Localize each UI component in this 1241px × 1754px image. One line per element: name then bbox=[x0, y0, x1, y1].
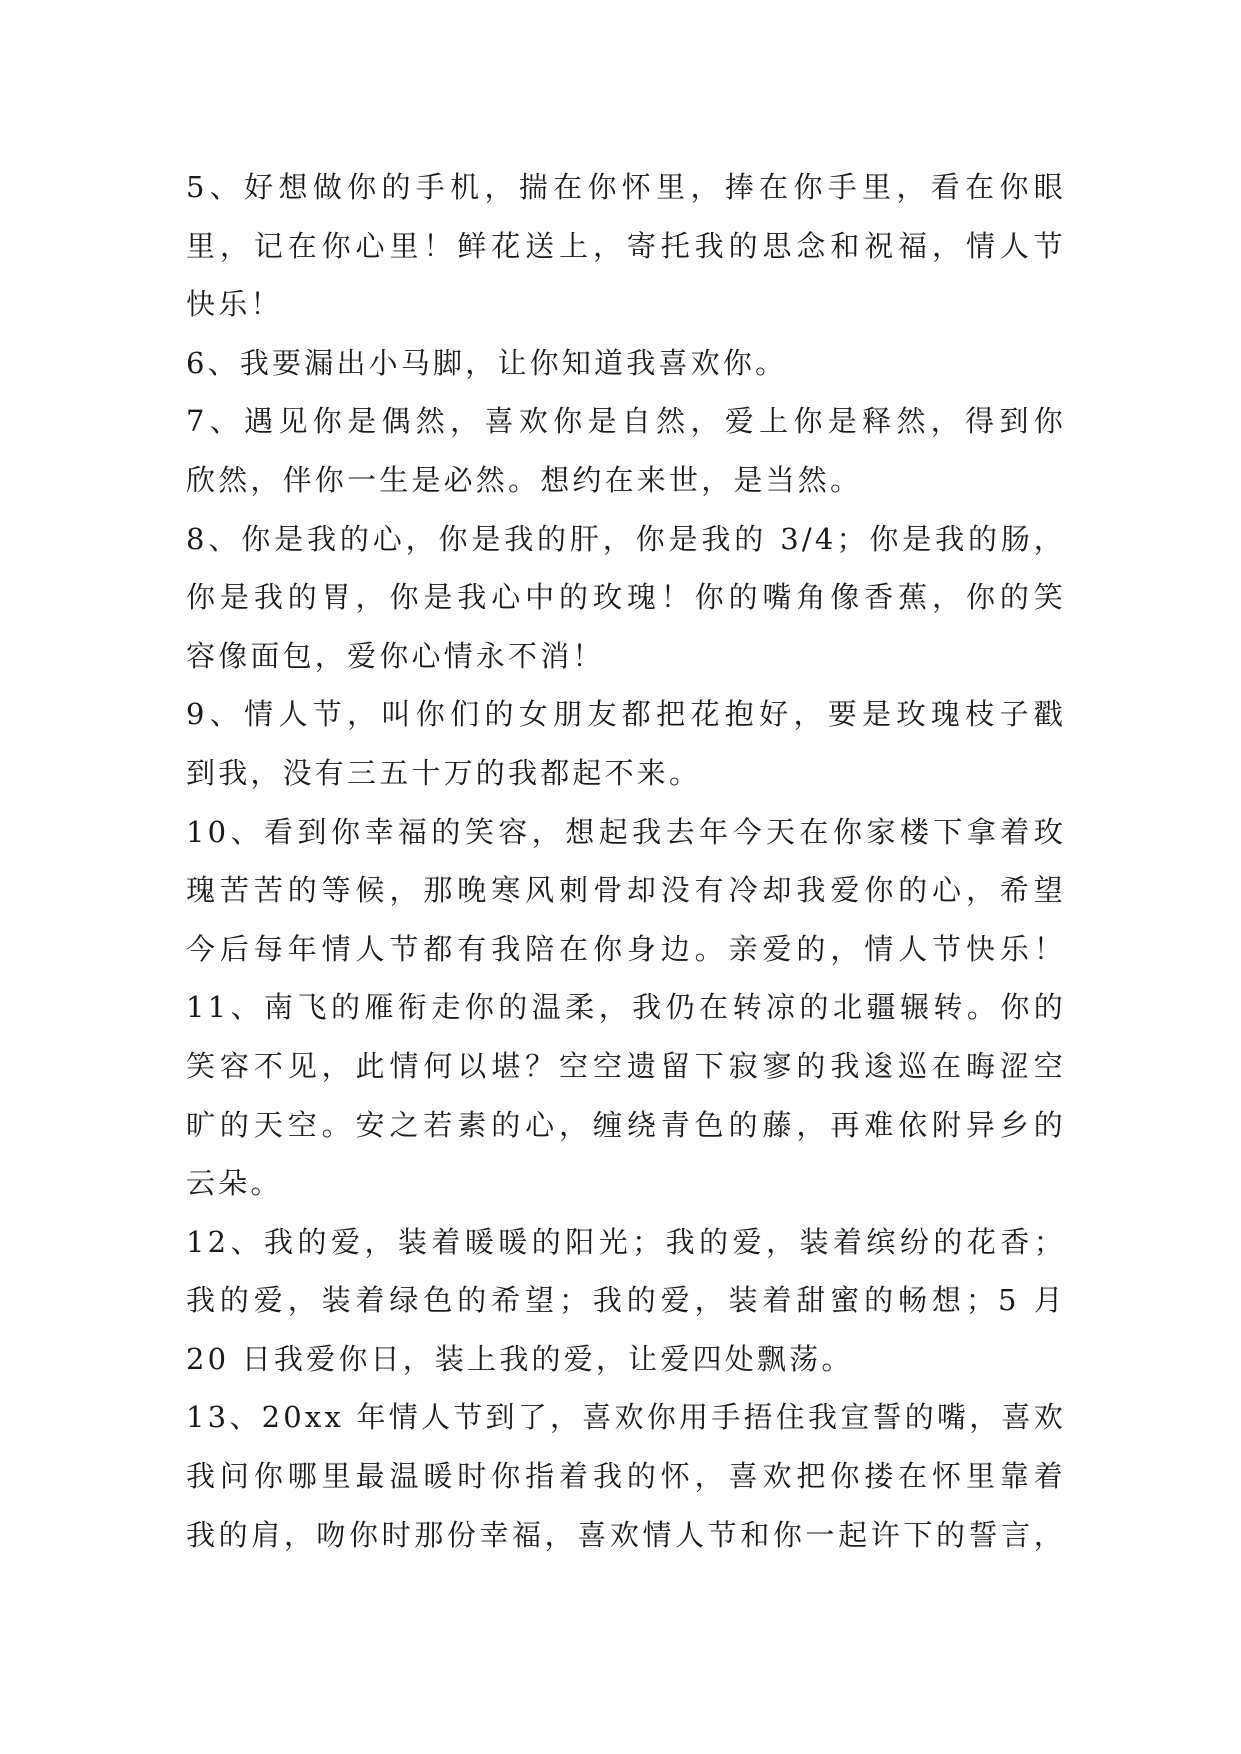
text-line: 13、20xx 年情人节到了，喜欢你用手捂住我宣誓的嘴，喜欢 bbox=[186, 1400, 1066, 1435]
text-line: 我问你哪里最温暖时你指着我的怀，喜欢把你搂在怀里靠着 bbox=[186, 1459, 1066, 1494]
text-line: 里，记在你心里！鲜花送上，寄托我的思念和祝福，情人节 bbox=[186, 228, 1066, 263]
text-line: 笑容不见，此情何以堪？空空遗留下寂寥的我逡巡在晦涩空 bbox=[186, 1048, 1066, 1083]
text-line: 快乐！ bbox=[186, 287, 283, 322]
text-line: 10、看到你幸福的笑容，想起我去年今天在你家楼下拿着玫 bbox=[186, 814, 1066, 849]
text-line: 8、你是我的心，你是我的肝，你是我的 3/4；你是我的肠， bbox=[186, 521, 1066, 556]
text-line: 7、遇见你是偶然，喜欢你是自然，爱上你是释然，得到你 bbox=[186, 404, 1066, 439]
text-line: 到我，没有三五十万的我都起不来。 bbox=[186, 755, 702, 790]
text-line: 欣然，伴你一生是必然。想约在来世，是当然。 bbox=[186, 462, 863, 497]
text-line: 云朵。 bbox=[186, 1166, 283, 1201]
text-line: 瑰苦苦的等候，那晚寒风刺骨却没有冷却我爱你的心，希望 bbox=[186, 873, 1066, 908]
text-line: 5、好想做你的手机，揣在你怀里，捧在你手里，看在你眼 bbox=[186, 170, 1066, 204]
text-line: 容像面包，爱你心情永不消！ bbox=[186, 638, 605, 673]
text-line: 20 日我爱你日，装上我的爱，让爱四处飘荡。 bbox=[186, 1341, 854, 1376]
text-line: 6、我要漏出小马脚，让你知道我喜欢你。 bbox=[186, 345, 788, 380]
text-line: 旷的天空。安之若素的心，缠绕青色的藤，再难依附异乡的 bbox=[186, 1107, 1066, 1142]
text-line: 9、情人节，叫你们的女朋友都把花抱好，要是玫瑰枝子戳 bbox=[186, 697, 1066, 732]
text-line: 12、我的爱，装着暖暖的阳光；我的爱，装着缤纷的花香； bbox=[186, 1224, 1066, 1259]
text-line: 今后每年情人节都有我陪在你身边。亲爱的，情人节快乐！ bbox=[186, 931, 1066, 966]
text-line: 我的爱，装着绿色的希望；我的爱，装着甜蜜的畅想；5 月 bbox=[186, 1283, 1066, 1318]
text-line: 我的肩，吻你时那份幸福，喜欢情人节和你一起许下的誓言， bbox=[186, 1517, 1066, 1552]
document-body bbox=[186, 158, 1066, 1564]
text-line: 11、南飞的雁衔走你的温柔，我仍在转凉的北疆辗转。你的 bbox=[186, 990, 1066, 1025]
text-line: 你是我的胃，你是我心中的玫瑰！你的嘴角像香蕉，你的笑 bbox=[186, 580, 1066, 615]
